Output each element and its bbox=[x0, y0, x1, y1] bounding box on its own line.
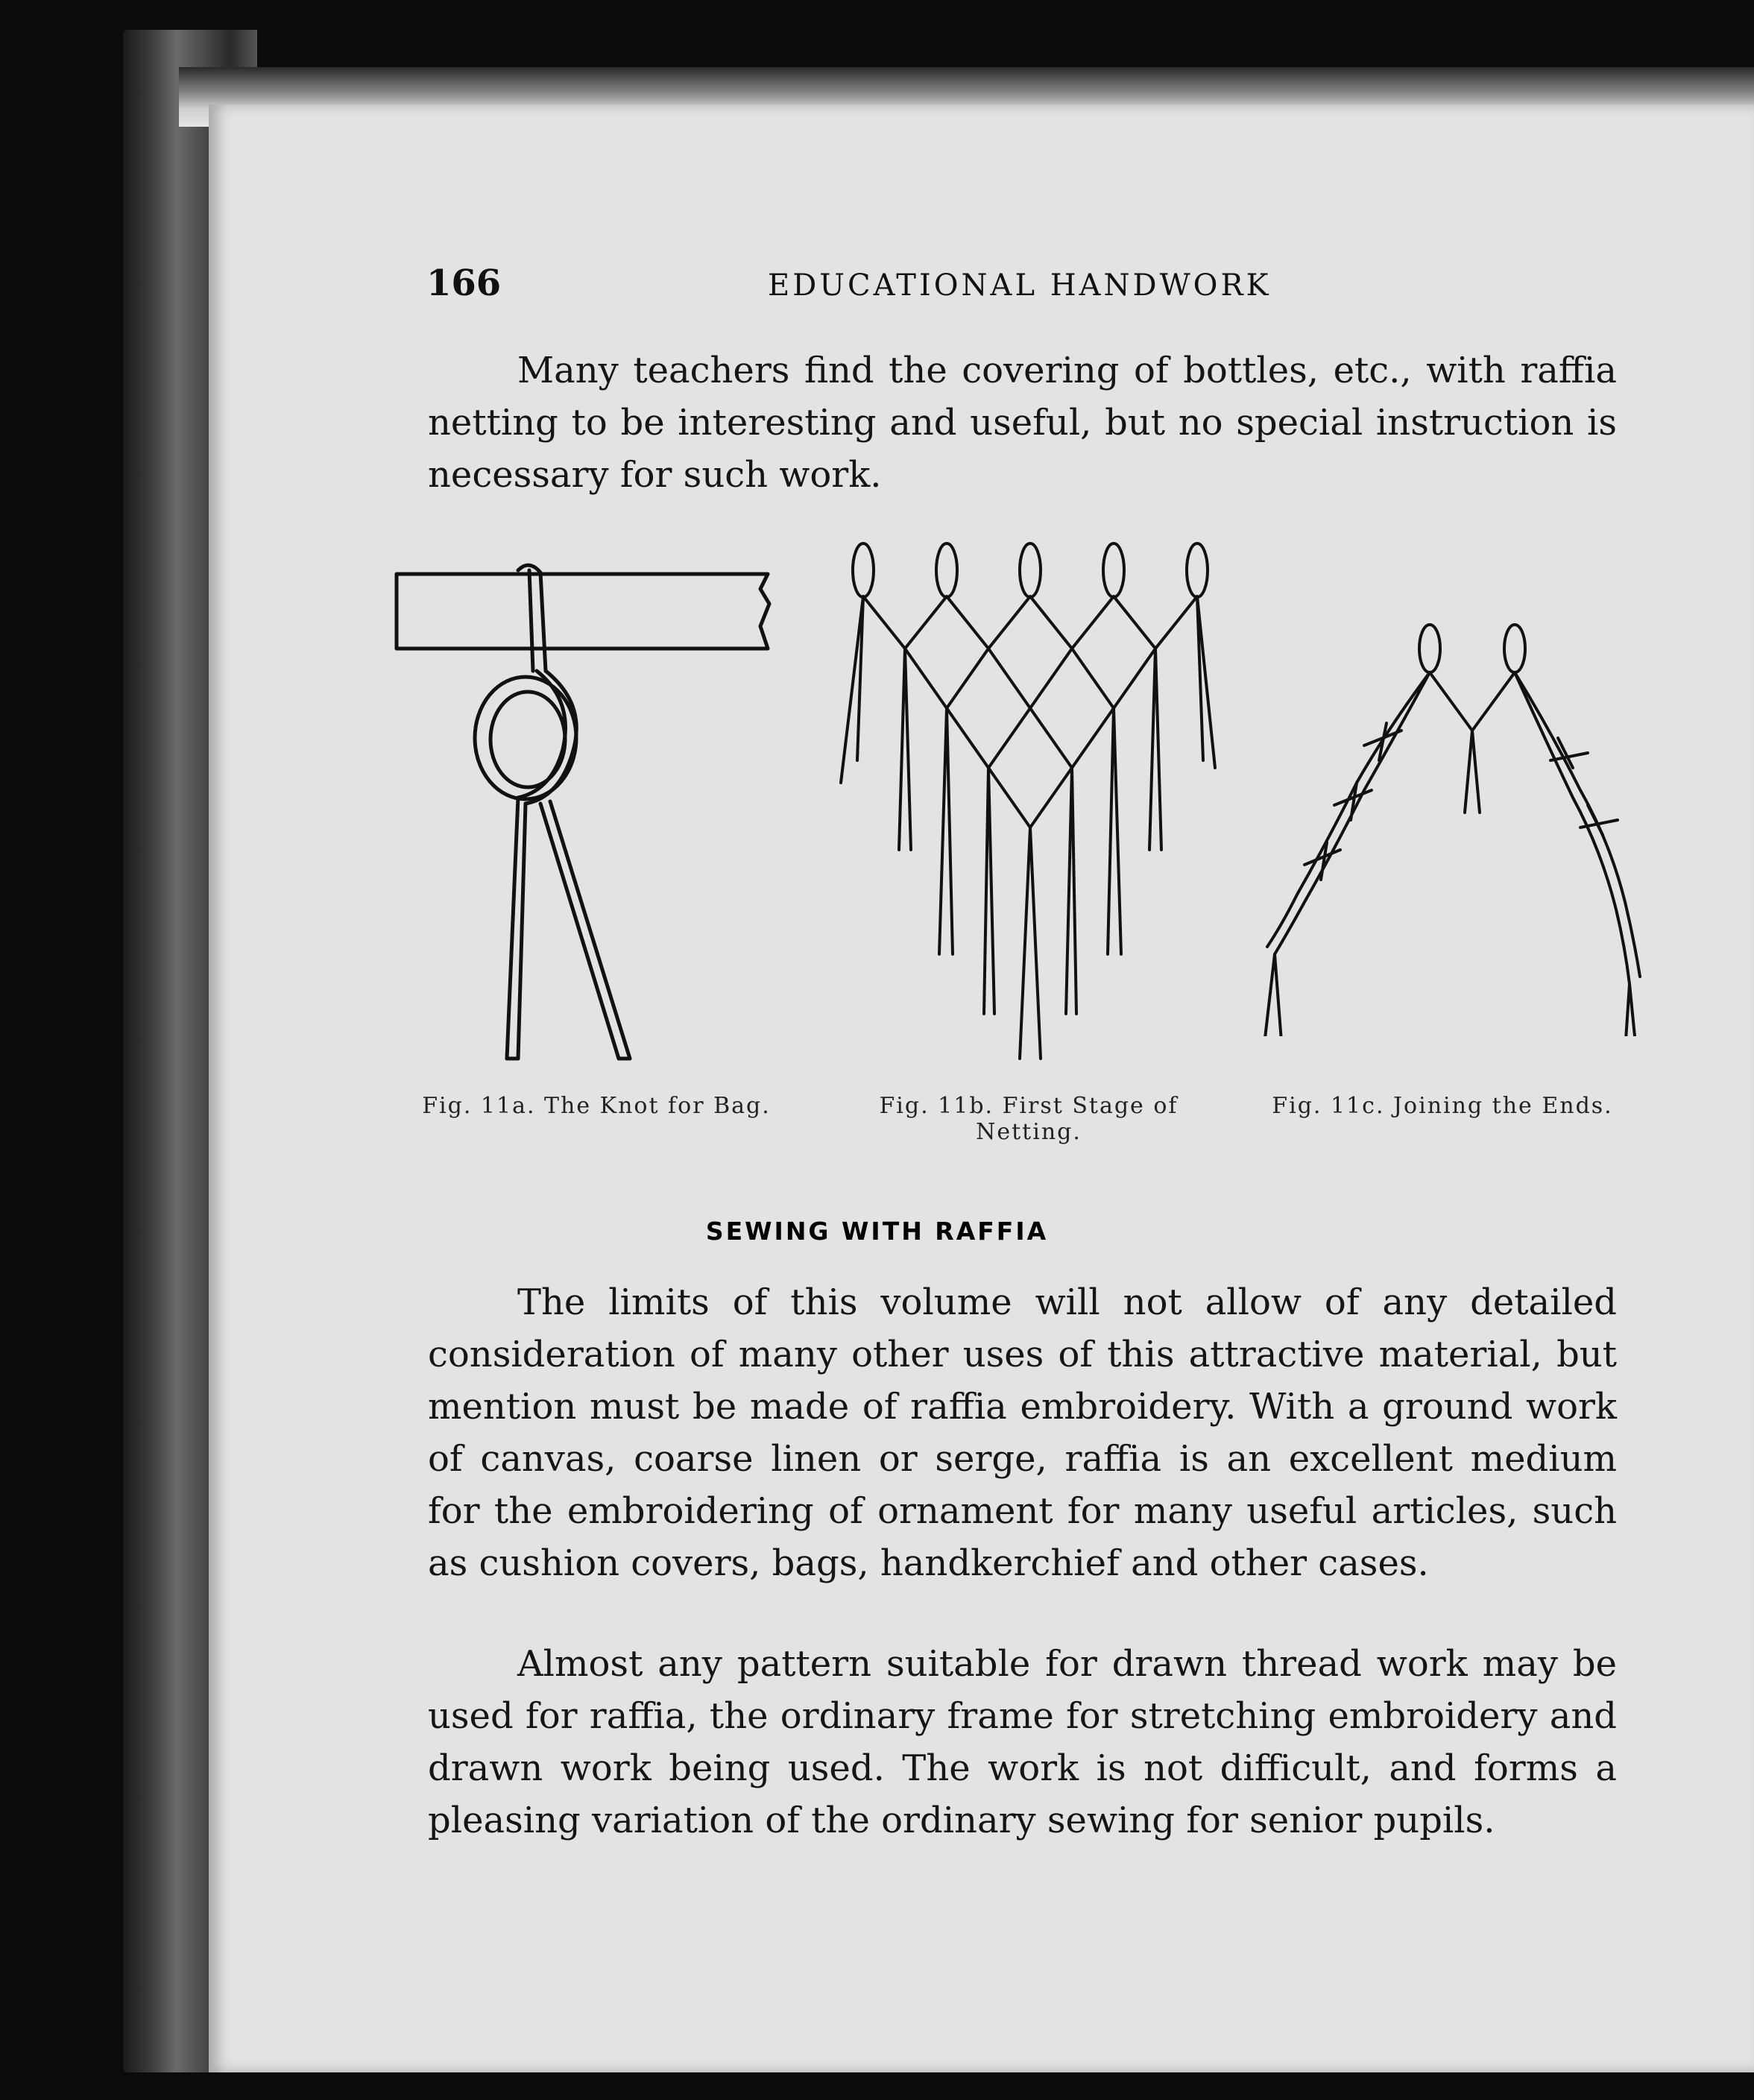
figure-joining-ends-illustration bbox=[1252, 619, 1670, 1036]
figure-caption-c: Fig. 11c. Joining the Ends. bbox=[1272, 1093, 1613, 1119]
figure-caption-b: Fig. 11b. First Stage of Netting. bbox=[879, 1093, 1179, 1145]
figure-netting-illustration bbox=[827, 537, 1245, 1073]
running-head: EDUCATIONAL HANDWORK bbox=[768, 268, 1272, 303]
intro-paragraph: Many teachers find the covering of bottles, etc., with raffia netting to be interesting and useful, but no special instruction is necessary for such work. bbox=[428, 350, 1617, 496]
figure-caption-a: Fig. 11a. The Knot for Bag. bbox=[422, 1093, 771, 1119]
page-number: 166 bbox=[426, 262, 502, 304]
body-paragraph: The limits of this volume will not allow of any detailed consideration of many other uses of this attractive material, but mention must be made of raffia embroidery. With a ground work of canvas, coarse linen or serge, raffia is an excellent medium for the embroidering of ornament for many useful articles, such as cushion covers, bags, handkerchief and other cases. bbox=[428, 1281, 1617, 1584]
body-paragraph: Almost any pattern suitable for drawn thread work may be used for raffia, the ordinary frame for stretching embroidery and drawn work being used. The work is not difficult, and forms a pleasing variation of the ordinary sewing for senior pupils. bbox=[428, 1643, 1617, 1841]
figure-knot-illustration bbox=[388, 552, 790, 1088]
section-heading: SEWING WITH RAFFIA bbox=[705, 1217, 1049, 1246]
